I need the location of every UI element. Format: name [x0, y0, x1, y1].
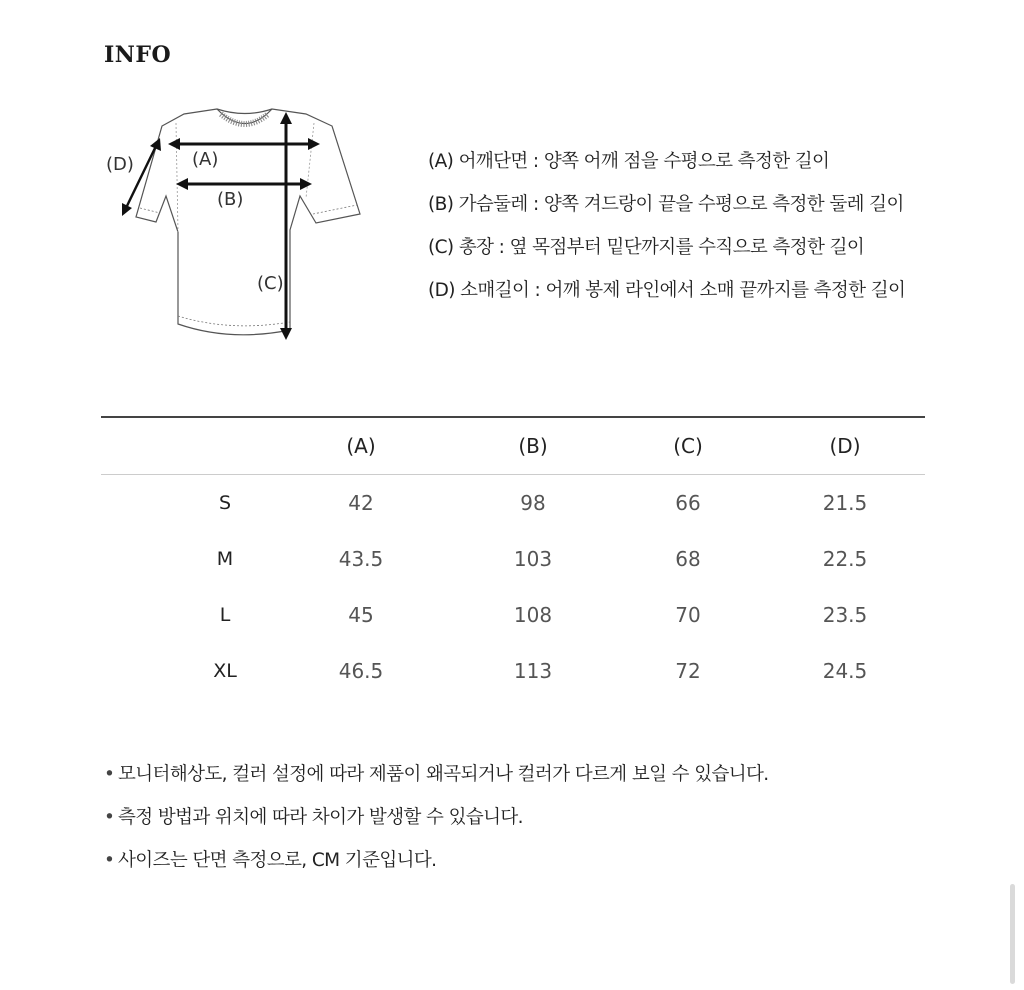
legend-item-a: (A) 어깨단면 : 양쪽 어깨 점을 수평으로 측정한 길이: [428, 151, 830, 172]
table-header-a: (A): [346, 434, 376, 458]
table-cell: 21.5: [822, 491, 868, 515]
measurement-legend: [428, 147, 905, 319]
table-cell: 70: [675, 603, 701, 627]
table-cell: 22.5: [822, 547, 868, 571]
table-row: [101, 587, 925, 643]
table-cell: 103: [513, 547, 553, 571]
bullet: •: [104, 807, 115, 828]
note-text: 모니터해상도, 컬러 설정에 따라 제품이 왜곡되거나 컬러가 다르게 보일 수 있습니다.: [118, 764, 769, 785]
label-b: (B): [217, 189, 244, 210]
table-cell: 24.5: [822, 659, 868, 683]
legend-item-d: (D) 소매길이 : 어깨 봉제 라인에서 소매 끝까지를 측정한 길이: [428, 280, 906, 301]
size-label: M: [216, 548, 234, 570]
scrollbar[interactable]: [1010, 884, 1015, 984]
bullet: •: [104, 850, 115, 871]
size-table: [101, 416, 925, 699]
size-label: L: [219, 604, 231, 626]
note-text: 측정 방법과 위치에 따라 차이가 발생할 수 있습니다.: [118, 807, 523, 828]
table-header-d: (D): [829, 434, 861, 458]
size-label: XL: [213, 660, 237, 682]
table-cell: 42: [348, 491, 374, 515]
table-cell: 46.5: [338, 659, 384, 683]
table-row: [101, 531, 925, 587]
note-text: 사이즈는 단면 측정으로, CM 기준입니다.: [118, 850, 437, 871]
table-cell: 72: [675, 659, 701, 683]
table-cell: 43.5: [338, 547, 384, 571]
page-title: INFO: [104, 42, 172, 68]
collar-rib: [221, 114, 268, 124]
label-d: (D): [106, 154, 134, 175]
table-row: [101, 475, 925, 531]
table-cell: 45: [348, 603, 374, 627]
table-row: [101, 643, 925, 699]
note-item: [104, 803, 769, 846]
tshirt-illustration: [100, 100, 370, 350]
label-a: (A): [192, 149, 219, 170]
table-header-row: [101, 416, 925, 475]
table-cell: 23.5: [822, 603, 868, 627]
table-cell: 113: [513, 659, 553, 683]
notes-list: [104, 760, 769, 889]
table-header-b: (B): [518, 434, 548, 458]
label-c: (C): [257, 273, 284, 294]
table-cell: 98: [520, 491, 546, 515]
table-header-c: (C): [673, 434, 703, 458]
note-item: [104, 846, 769, 889]
table-cell: 108: [513, 603, 553, 627]
size-label: S: [218, 492, 232, 514]
note-item: [104, 760, 769, 803]
bullet: •: [104, 764, 115, 785]
table-cell: 68: [675, 547, 701, 571]
table-cell: 66: [675, 491, 701, 515]
legend-item-c: (C) 총장 : 옆 목점부터 밑단까지를 수직으로 측정한 길이: [428, 237, 865, 258]
legend-item-b: (B) 가슴둘레 : 양쪽 겨드랑이 끝을 수평으로 측정한 둘레 길이: [428, 194, 904, 215]
tshirt-measurement-diagram: [100, 100, 370, 350]
